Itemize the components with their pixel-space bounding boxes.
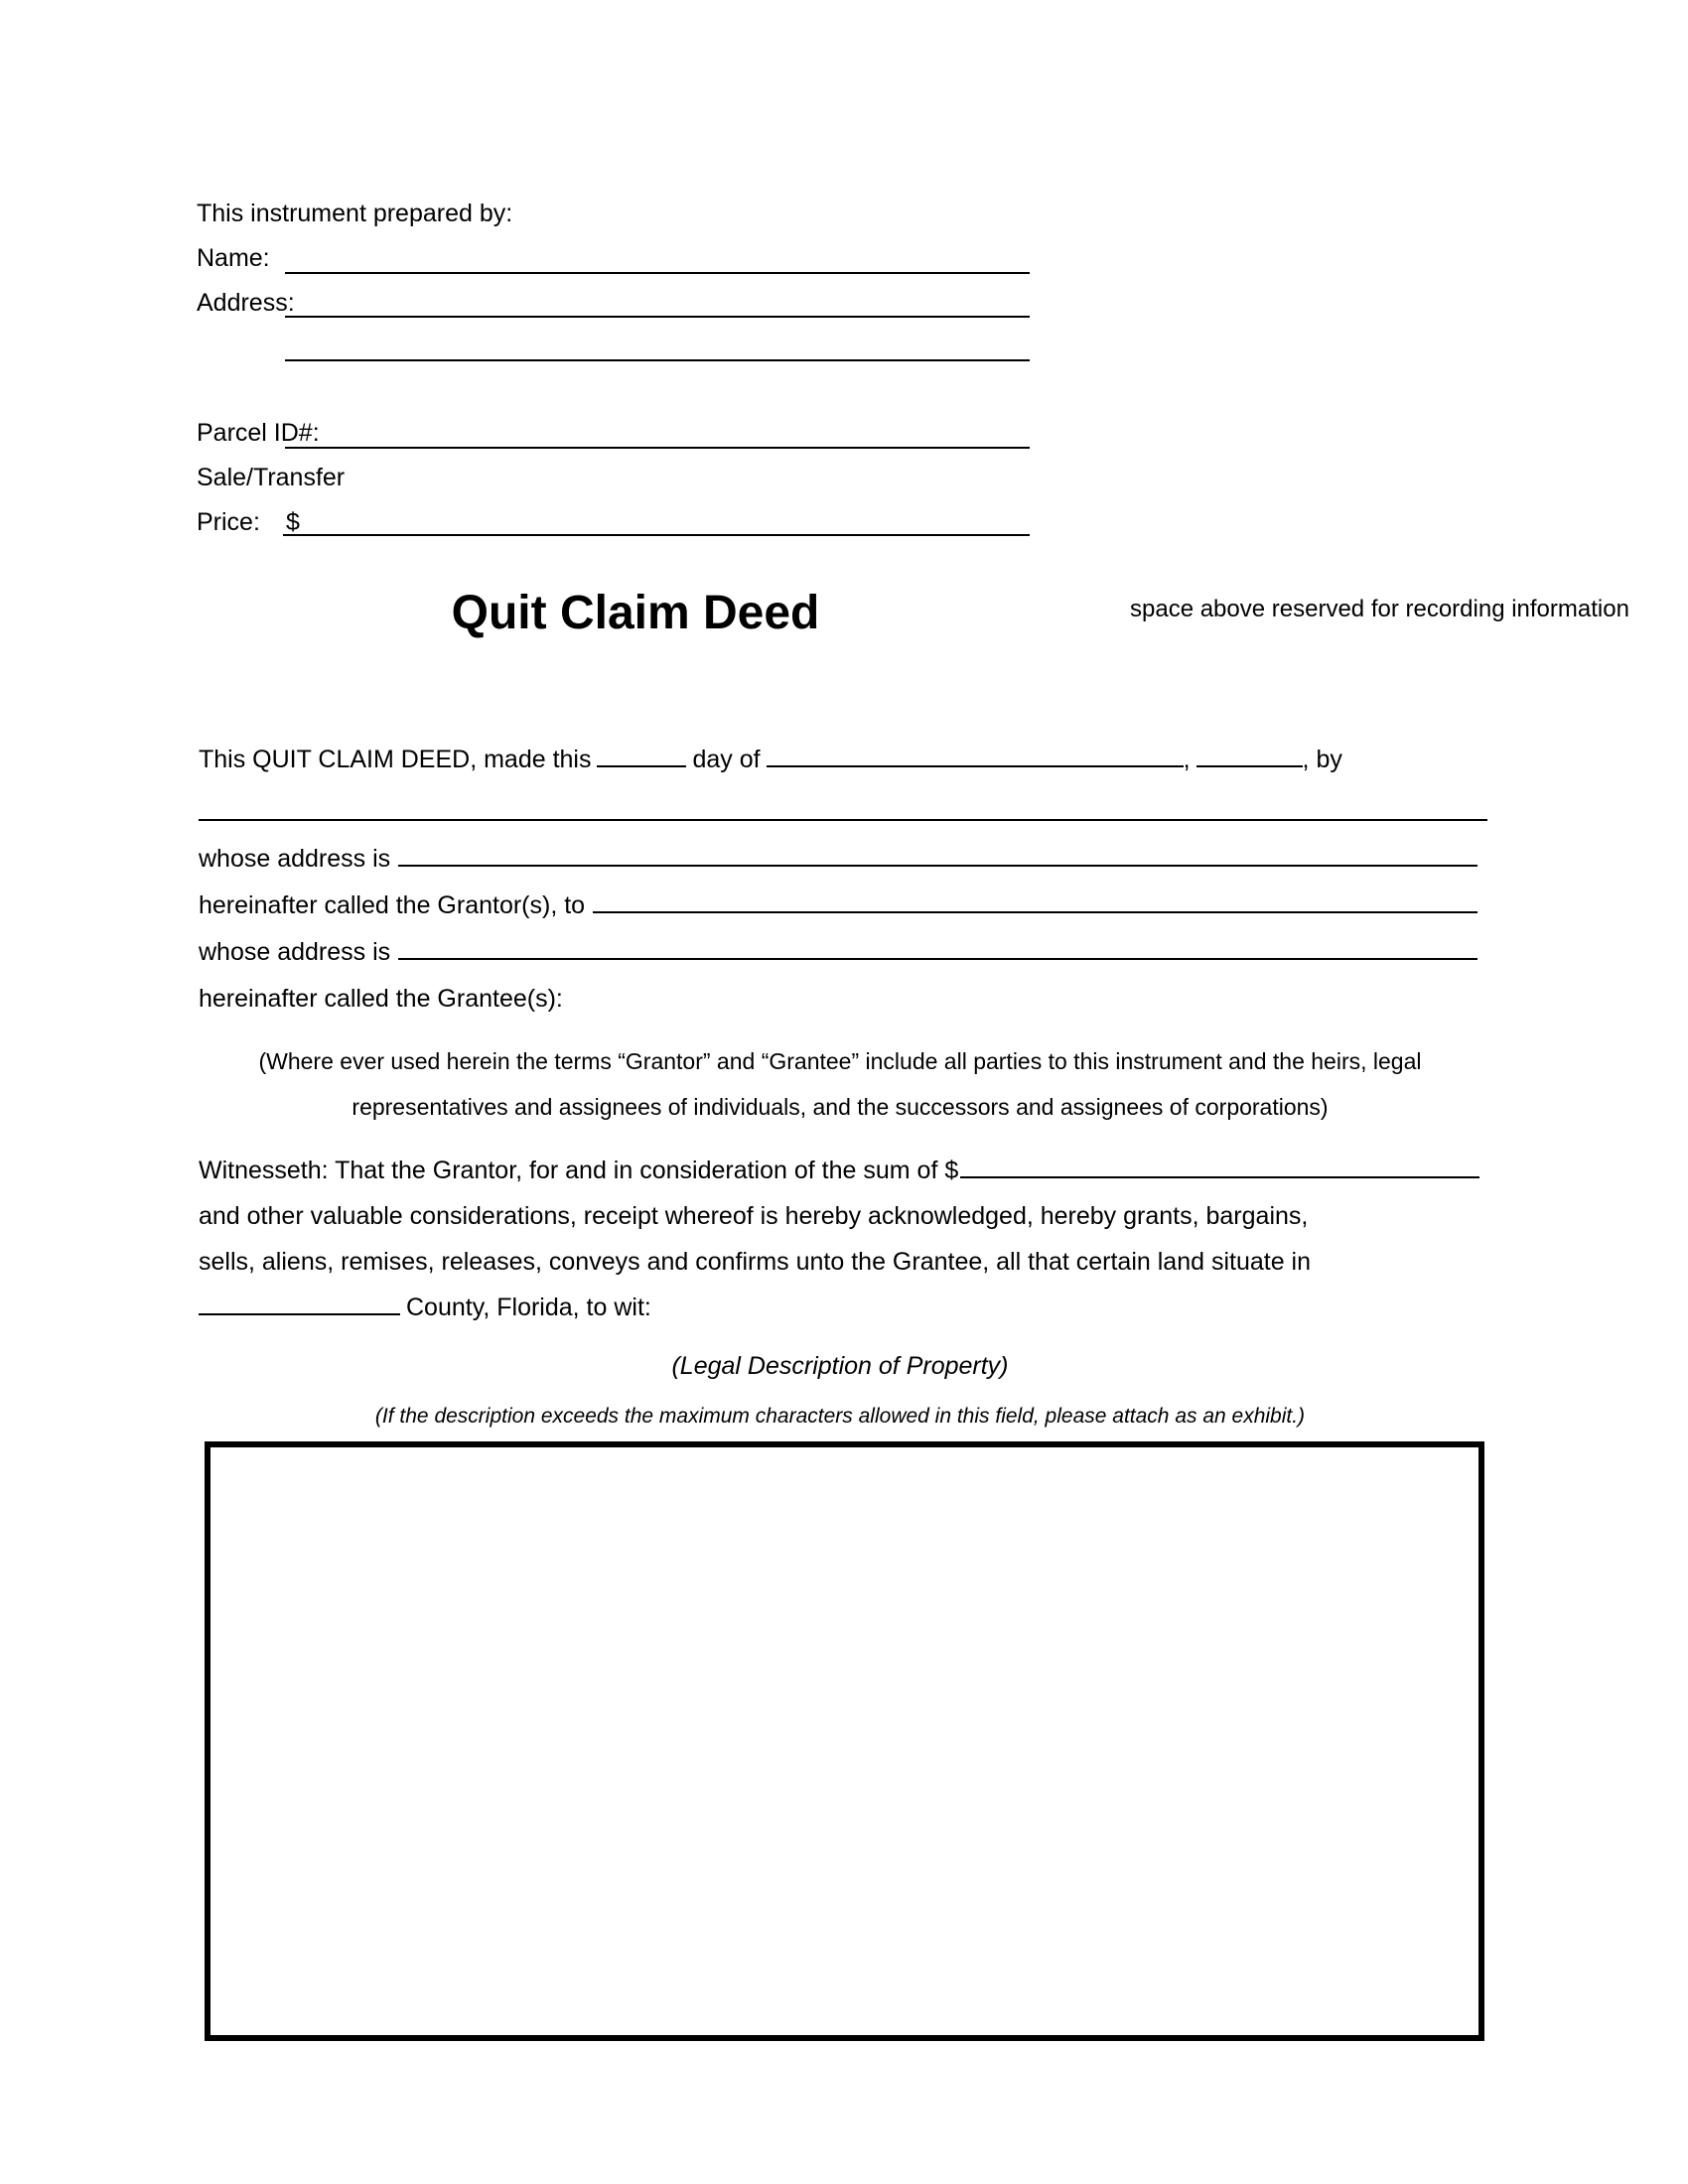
parcel-id-field-line[interactable] [285,447,1030,449]
address-field-line-1[interactable] [285,316,1030,318]
parties-note [199,1038,1481,1130]
witnesseth-line-1 [199,1148,1479,1193]
grantee-called-text: hereinafter called the Grantee(s): [199,985,563,1013]
grantee-address-line [199,937,1477,967]
witnesseth-line-2: and other valuable considerations, receipt whereof is hereby acknowledged, hereby grants, bargains, [199,1202,1309,1230]
day-of-text: day of [692,746,761,773]
deed-intro-text: This QUIT CLAIM DEED, made this [199,746,592,773]
grantee-address-field-line[interactable] [398,958,1477,960]
grantor-address-line [199,844,1477,874]
whose-address-text-2: whose address is [199,938,391,966]
legal-description-note: (If the description exceeds the maximum characters allowed in this field, please attach as an exhibit.) [374,1405,1306,1428]
witnesseth-line-4 [199,1285,1479,1330]
legal-description-box[interactable] [205,1441,1484,2041]
parties-note-line-2: representatives and assignees of individuals, and the successors and assignees of corporations) [352,1094,1329,1120]
grantor-to-line [199,890,1477,920]
witnesseth-line-3: sells, aliens, remises, releases, conveys and confirms unto the Grantee, all that certain land situate in [199,1248,1312,1276]
comma-text: , [1183,746,1191,773]
name-label: Name: [197,244,270,272]
price-field-line[interactable] [283,534,1030,536]
recording-space-note: space above reserved for recording information [1130,596,1629,622]
county-field[interactable] [199,1313,400,1315]
address-field-line-2[interactable] [285,359,1030,361]
price-label: Price: [197,508,260,536]
name-field-line[interactable] [285,272,1030,274]
grantor-name-field-line[interactable] [199,819,1487,821]
witnesseth-paragraph [199,1148,1479,1330]
by-text: , by [1302,746,1342,773]
day-field[interactable] [597,765,686,767]
address-label: Address: [197,289,295,317]
price-currency-symbol: $ [286,508,300,536]
prepared-by-heading: This instrument prepared by: [197,200,513,227]
whose-address-text-1: whose address is [199,845,391,873]
grantee-name-field-line[interactable] [593,911,1477,913]
legal-description-heading: (Legal Description of Property) [671,1352,1009,1380]
grantor-address-field-line[interactable] [398,865,1477,867]
grantor-to-text: hereinafter called the Grantor(s), to [199,891,586,919]
year-field[interactable] [1196,765,1303,767]
month-field[interactable] [767,765,1184,767]
parcel-id-label: Parcel ID#: [197,419,320,447]
page-title: Quit Claim Deed [451,587,820,639]
parties-note-line-1: (Where ever used herein the terms “Grantor” and “Grantee” include all parties to this instrument and the heirs, legal [258,1048,1422,1074]
witnesseth-sum-text: Witnesseth: That the Grantor, for and in consideration of the sum of $ [199,1157,959,1184]
county-florida-text: County, Florida, to wit: [406,1294,651,1321]
deed-clause-line-1 [199,745,1479,774]
sum-field-line[interactable] [960,1176,1479,1178]
sale-transfer-label: Sale/Transfer [197,464,346,491]
